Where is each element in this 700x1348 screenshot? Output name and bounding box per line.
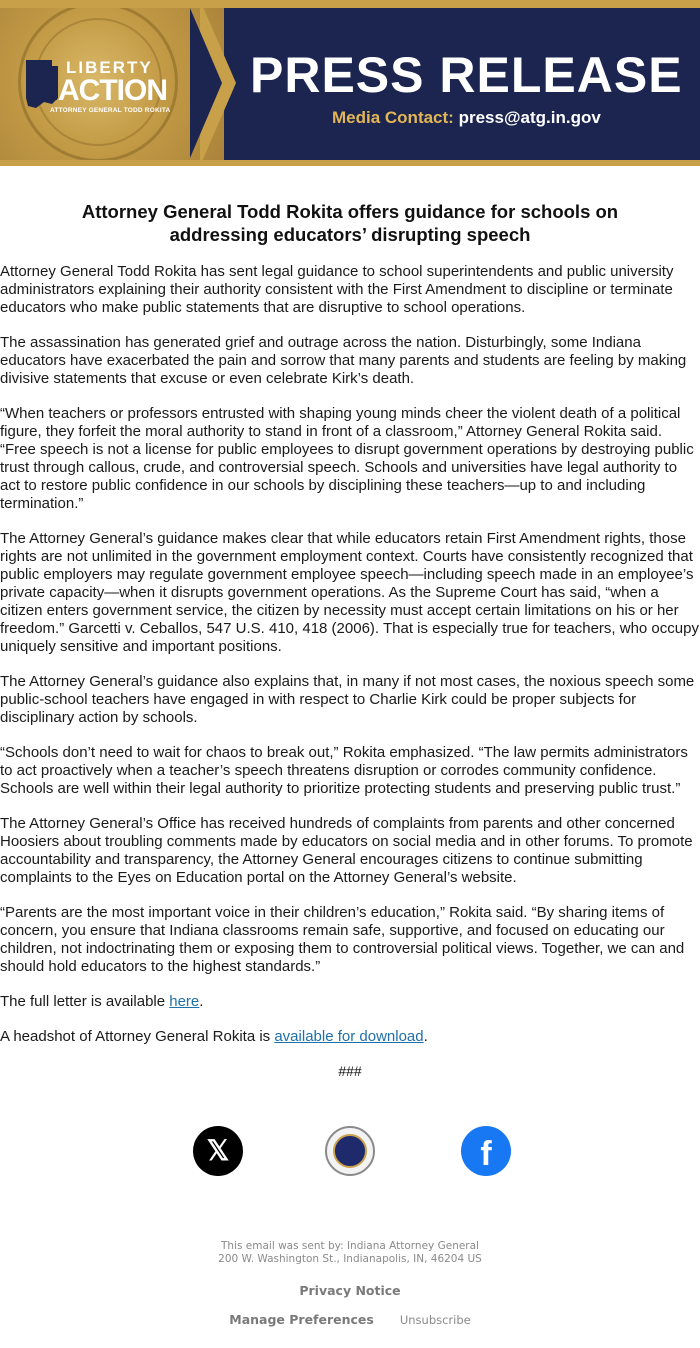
paragraph: The Attorney General’s Office has received hundreds of complaints from parents and other concerned Hoosiers about troubling comments made by educators on social media and in other forums. To promote accountability and transparency, the Attorney General encourages citizens to continue submitting complaints to the Eyes on Education portal on the Attorney General’s website.	[0, 815, 693, 886]
facebook-icon[interactable]: f	[461, 1126, 511, 1176]
paragraph: “When teachers or professors entrusted with shaping young minds cheer the violent death of a political figure, they forfeit the moral authority to stand in front of a classroom,” Attorney General Rokita said. “Free speech is not a license for public employees to disrupt government operations by destroying public trust through callous, crude, and controversial speech. Schools and universities have legal authority to act to restore public confidence in our schools by disciplining these teachers—up to and including termination.”	[0, 405, 694, 512]
unsubscribe-link[interactable]: Unsubscribe	[399, 1313, 471, 1327]
ag-seal-icon[interactable]	[325, 1126, 375, 1176]
email-footer	[0, 1240, 700, 1327]
banner-bottom-strip	[0, 160, 700, 166]
logo-inaction-text	[30, 74, 167, 108]
media-contact-email[interactable]: press@atg.in.gov	[458, 108, 601, 127]
headshot-download-link[interactable]: available for download	[274, 1028, 424, 1045]
headshot-suffix: .	[423, 1028, 428, 1045]
full-letter-line	[0, 993, 700, 1011]
press-release-banner	[0, 0, 700, 166]
article-title: Attorney General Todd Rokita offers guidance for schools on addressing educators’ disrupting speech	[81, 201, 619, 245]
sent-by-text: This email was sent by: Indiana Attorney General	[221, 1240, 479, 1252]
paragraph: Attorney General Todd Rokita has sent legal guidance to school superintendents and public university administrators explaining their authority consistent with the First Amendment to discipline or terminate educators who make public statements that are disruptive to school operations.	[0, 263, 674, 316]
end-mark: ###	[338, 1063, 362, 1079]
paragraph: The assassination has generated grief and outrage across the nation. Disturbingly, some Indiana educators have exacerbated the pain and sorrow that many parents and students are feeling by making divisive statements that excuse or even celebrate Kirk’s death.	[0, 334, 687, 387]
letter-link[interactable]: here	[169, 993, 200, 1010]
article	[0, 200, 700, 1079]
logo-in-text: IN	[30, 74, 58, 107]
letter-prefix: The full letter is available	[0, 993, 170, 1010]
logo-liberty-text: LIBERTY	[66, 58, 153, 77]
seal-center	[333, 1134, 367, 1168]
paragraph: The Attorney General’s guidance also explains that, in many if not most cases, the noxious speech some public-school teachers have engaged in with respect to Charlie Kirk could be proper subjects for disciplinary action by schools.	[0, 673, 695, 726]
social-links	[0, 1126, 700, 1182]
headshot-prefix: A headshot of Attorney General Rokita is	[0, 1028, 275, 1045]
press-release-heading: PRESS RELEASE	[250, 47, 683, 103]
logo-action-text: ACTION	[58, 74, 167, 107]
preferences-row	[0, 1312, 700, 1327]
x-logo-icon[interactable]: 𝕏	[193, 1126, 243, 1176]
logo-subtitle: ATTORNEY GENERAL TODD ROKITA	[50, 107, 171, 114]
manage-preferences-link[interactable]: Manage Preferences	[229, 1312, 374, 1327]
paragraph: The Attorney General’s guidance makes clear that while educators retain First Amendment rights, those rights are not unlimited in the government employment context. Courts have consistently recognized that public employers may regulate government employee speech—including speech made in an employee’s private capacity—when it disrupts government operations. As the Supreme Court has said, “when a citizen enters government service, the citizen by necessity must accept certain limitations on his or her freedom.” Garcetti v. Ceballos, 547 U.S. 410, 418 (2006). That is especially true for teachers, who occupy uniquely sensitive and important positions.	[0, 530, 699, 655]
sender-address: 200 W. Washington St., Indianapolis, IN, 46204 US	[218, 1253, 482, 1265]
headshot-line	[0, 1028, 700, 1046]
article-body	[0, 263, 700, 1046]
banner-top-strip	[0, 0, 700, 8]
paragraph: “Schools don’t need to wait for chaos to break out,” Rokita emphasized. “The law permits administrators to act proactively when a teacher’s speech threatens disruption or corrodes community confidence. Schools are well within their legal authority to prioritize protecting students and preserving public trust.”	[0, 744, 688, 797]
media-contact	[332, 108, 601, 128]
media-contact-label: Media Contact:	[332, 108, 454, 127]
letter-suffix: .	[199, 993, 204, 1010]
paragraph: “Parents are the most important voice in their children’s education,” Rokita said. “By sharing items of concern, you ensure that Indiana classrooms remain safe, supportive, and focused on educating our children, not indoctrinating them or exposing them to controversial political views. Together, we can and should hold educators to the highest standards.”	[0, 904, 685, 975]
banner-chevron-inner	[190, 8, 222, 158]
privacy-notice-link[interactable]: Privacy Notice	[299, 1283, 401, 1298]
